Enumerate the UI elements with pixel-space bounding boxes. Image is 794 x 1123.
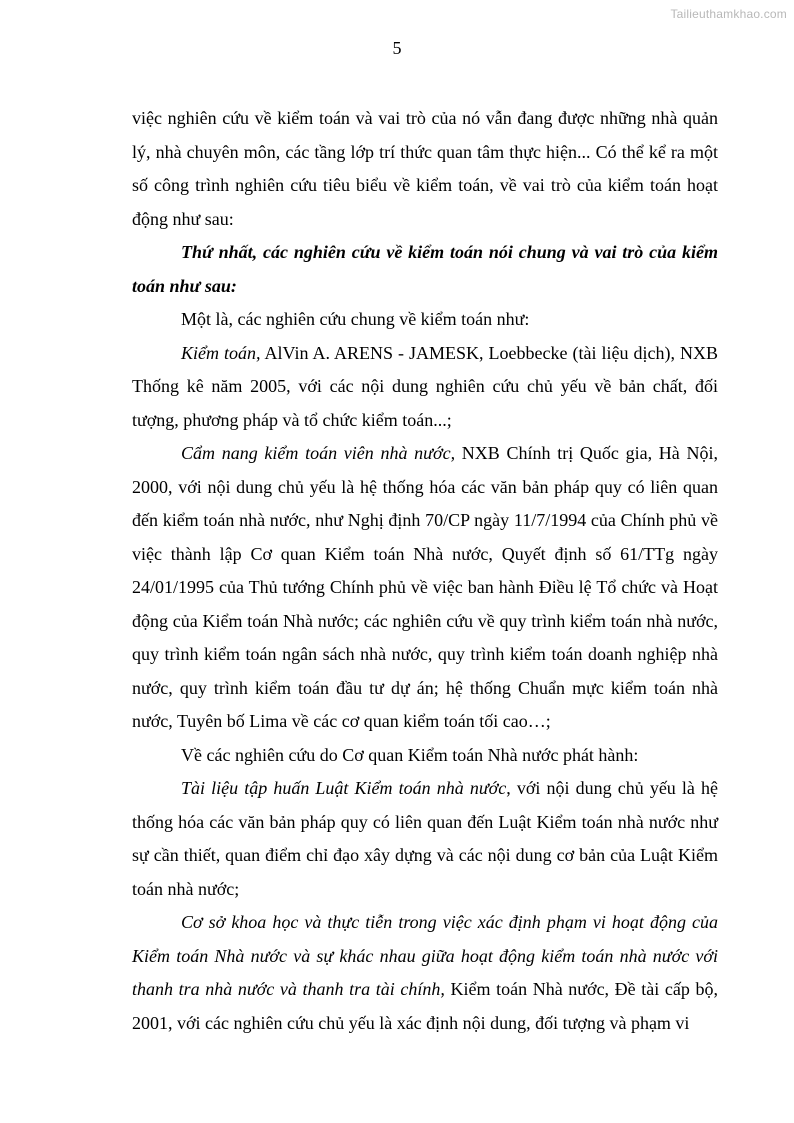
page-number: 5: [392, 38, 402, 58]
paragraph-state-audit-publications: Về các nghiên cứu do Cơ quan Kiểm toán Nhà nước phát hành:: [181, 744, 639, 765]
paragraph-co-so-khoa-hoc: [132, 906, 718, 1040]
section-heading: Thứ nhất, các nghiên cứu về kiểm toán nói chung và vai trò của kiểm toán như sau:: [132, 242, 718, 296]
paragraph-intro: việc nghiên cứu về kiểm toán và vai trò của nó vẫn đang được những nhà quản lý, nhà chuyên môn, các tầng lớp trí thức quan tâm thực hiện... Có thể kể ra một số công trình nghiên cứu tiêu biểu về kiểm toán, về vai trò của kiểm toán hoạt động như sau:: [132, 108, 718, 229]
paragraph-tai-lieu-tap-huan: [132, 772, 718, 906]
paragraph-text: AlVin A. ARENS - JAMESK, Loebbecke (tài liệu dịch), NXB Thống kê năm 2005, với các nội dung nghiên cứu chủ yếu về bản chất, đối tượng, phương pháp và tổ chức kiểm toán...;: [132, 342, 719, 430]
paragraph-cam-nang: [132, 437, 718, 739]
paragraph-text: Kiểm toán Nhà nước, Đề tài cấp bộ, 2001, với các nghiên cứu chủ yếu là xác định nội dung, đối tượng và phạm vi: [132, 979, 718, 1033]
document-body: [132, 102, 718, 1040]
paragraph-text: , với nội dung chủ yếu là hệ thống hóa các văn bản pháp quy có liên quan đến Luật Kiểm toán nhà nước như sự cần thiết, quan điểm chỉ đạo xây dựng và các nội dung cơ bản của Luật Kiểm toán nhà nước;: [132, 778, 718, 899]
watermark: Tailieuthamkhao.com: [670, 7, 787, 21]
paragraph-text: NXB Chính trị Quốc gia, Hà Nội, 2000, với nội dung chủ yếu là hệ thống hóa các văn bản pháp quy có liên quan đến kiểm toán nhà nước, như Nghị định 70/CP ngày 11/7/1994 của Chính phủ về việc thành lập Cơ quan Kiểm toán Nhà nước, Quyết định số 61/TTg ngày 24/01/1995 của Thủ tướng Chính phủ về việc ban hành Điều lệ Tổ chức và Hoạt động của Kiểm toán Nhà nước; các nghiên cứu về quy trình kiểm toán nhà nước, quy trình kiểm toán ngân sách nhà nước, quy trình kiểm toán doanh nghiệp nhà nước, quy trình kiểm toán đầu tư dự án; hệ thống Chuẩn mực kiểm toán nhà nước, Tuyên bố Lima về các cơ quan kiểm toán tối cao…;: [132, 443, 718, 731]
book-title: Cẩm nang kiểm toán viên nhà nước,: [181, 443, 456, 463]
book-title: Cơ sở khoa học và thực tiễn trong việc xác định phạm vi hoạt động của Kiểm toán Nhà nước và sự khác nhau giữa hoạt động kiểm toán nhà nước với thanh tra nhà nước và thanh tra tài chính,: [132, 912, 718, 999]
book-title: Tài liệu tập huấn Luật Kiểm toán nhà nước: [181, 778, 507, 798]
book-title: Kiểm toán,: [181, 342, 261, 363]
paragraph-general-research: Một là, các nghiên cứu chung về kiểm toán như:: [181, 309, 530, 329]
paragraph-kiem-toan: [132, 337, 718, 438]
